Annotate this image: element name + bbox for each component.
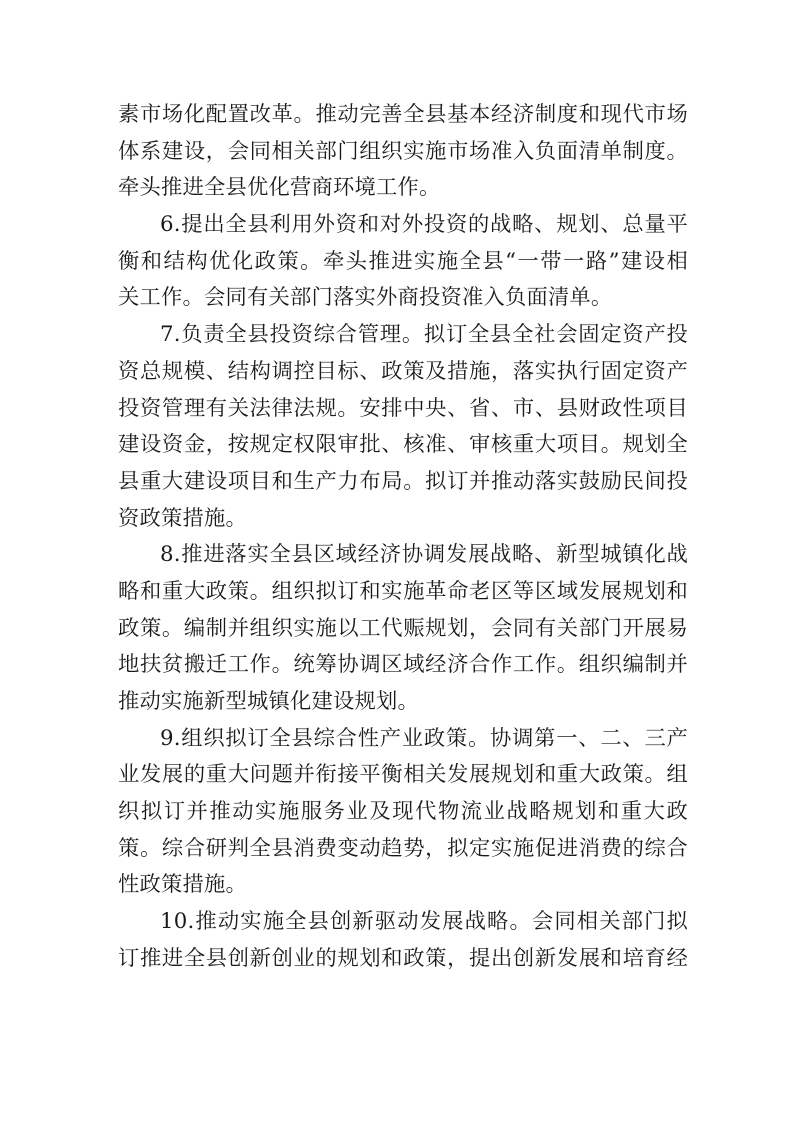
text-line: 体系建设，会同相关部门组织实施市场准入负面清单制度。: [118, 138, 688, 164]
text-line: 关工作。会同有关部门落实外商投资准入负面清单。: [118, 285, 613, 311]
text-line: 订推进全县创新创业的规划和政策，提出创新发展和培育经: [118, 945, 688, 971]
text-line: 推动实施新型城镇化建设规划。: [118, 689, 419, 714]
paragraph-6-start: 6.提出全县利用外资和对外投资的战略、规划、总量平: [160, 212, 688, 238]
text-line: 业发展的重大问题并衔接平衡相关发展规划和重大政策。组: [118, 762, 688, 788]
paragraph-8-start: 8.推进落实全县区域经济协调发展战略、新型城镇化战: [160, 542, 688, 568]
paragraph-10-start: 10.推动实施全县创新驱动发展战略。会同相关部门拟: [160, 909, 688, 935]
text-line: 县重大建设项目和生产力布局。拟订并推动落实鼓励民间投: [118, 468, 688, 494]
text-line: 略和重大政策。组织拟订和实施革命老区等区域发展规划和: [118, 578, 688, 604]
text-line: 资政策措施。: [118, 505, 247, 531]
text-line: 建设资金，按规定权限审批、核准、审核重大项目。规划全: [118, 432, 688, 458]
text-line: 资总规模、结构调控目标、政策及措施，落实执行固定资产: [118, 358, 688, 384]
text-line: 织拟订并推动实施服务业及现代物流业战略规划和重大政: [118, 799, 688, 825]
text-line: 牵头推进全县优化营商环境工作。: [118, 175, 441, 201]
text-line: 衡和结构优化政策。牵头推进实施全县“一带一路”建设相: [118, 248, 688, 274]
text-line: 投资管理有关法律法规。安排中央、省、市、县财政性项目: [118, 395, 688, 421]
text-line: 地扶贫搬迁工作。统筹协调区域经济合作工作。组织编制并: [118, 652, 688, 678]
text-line: 素市场化配置改革。推动完善全县基本经济制度和现代市场: [118, 102, 688, 127]
body-text: [118, 97, 688, 978]
text-line: 性政策措施。: [118, 872, 247, 898]
paragraph-9-start: 9.组织拟订全县综合性产业政策。协调第一、二、三产: [160, 725, 688, 751]
text-line: 策。综合研判全县消费变动趋势，拟定实施促进消费的综合: [118, 835, 688, 861]
paragraph-7-start: 7.负责全县投资综合管理。拟订全县全社会固定资产投: [160, 322, 688, 348]
text-line: 政策。编制并组织实施以工代赈规划，会同有关部门开展易: [118, 615, 688, 641]
